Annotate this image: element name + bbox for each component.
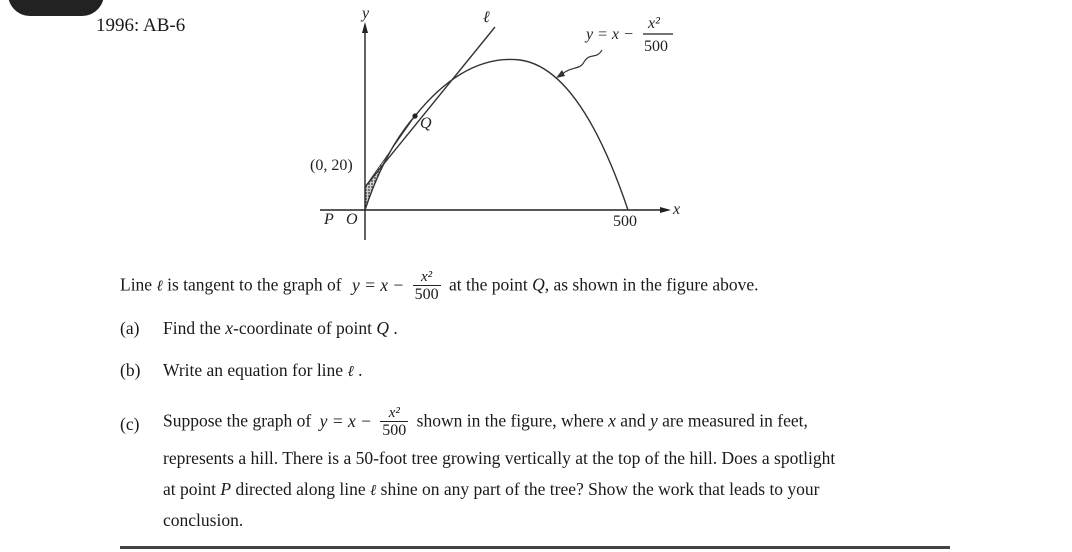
part-a-end: . <box>393 318 398 338</box>
part-c-l3b: directed along line <box>235 479 366 499</box>
intro-line-symbol: ℓ <box>156 276 163 295</box>
intro-part4: , as shown in the figure above. <box>544 274 759 295</box>
bottom-divider <box>120 546 950 549</box>
curve-label-den: 500 <box>644 38 668 55</box>
part-c-t1: Suppose the graph of <box>163 410 312 431</box>
p-label: P <box>324 211 334 228</box>
part-c-point-p: P <box>220 479 232 499</box>
part-c-line3 <box>163 479 820 500</box>
x-axis-arrow <box>660 207 671 213</box>
part-c-frac-den: 500 <box>382 422 407 439</box>
part-c-label: (c) <box>120 414 140 434</box>
part-c-l3c: shine on any part of the tree? Show the work that leads to your <box>380 479 820 499</box>
part-c-line4: conclusion. <box>163 510 244 530</box>
part-c-frac-num: x² <box>388 405 400 421</box>
part-c-l3a: at point <box>163 479 216 499</box>
o-label: O <box>346 211 358 228</box>
intro-equation-lhs: y = x − <box>351 274 405 295</box>
shaded-region <box>365 116 415 210</box>
part-c-t2: shown in the figure, where <box>416 410 604 431</box>
exam-title: 1996: AB-6 <box>96 15 186 36</box>
hill-curve <box>365 59 628 210</box>
part-b-line-symbol: ℓ <box>347 362 354 380</box>
curve-label-lhs: y = x − <box>586 26 634 43</box>
part-a-point-q: Q <box>376 318 390 338</box>
part-c-equation-lhs: y = x − <box>319 410 372 431</box>
part-b-text <box>163 360 362 381</box>
intro-point-q: Q <box>532 274 545 295</box>
y-axis-label: y <box>362 5 370 22</box>
intro-frac-num: x² <box>421 269 433 285</box>
line-label: ℓ <box>483 9 490 26</box>
intro-part1: Line <box>120 274 153 295</box>
intro-sentence <box>120 270 759 303</box>
intro-part2: is tangent to the graph of <box>167 274 342 295</box>
part-b-label: (b) <box>120 360 141 380</box>
part-c-line-symbol: ℓ <box>370 481 377 499</box>
x-axis-label: x <box>673 201 681 218</box>
part-c-t3: and <box>620 410 646 431</box>
part-c-fraction <box>380 406 408 439</box>
part-a-text2: -coordinate of point <box>233 318 372 338</box>
part-a-var-x: x <box>225 318 234 338</box>
part-c-var-y: y <box>649 410 658 431</box>
part-a-text <box>163 318 398 339</box>
screen-notch <box>8 0 104 16</box>
squiggle-arrowhead <box>556 70 565 78</box>
part-b-text1: Write an equation for line <box>163 360 344 380</box>
intro-fraction <box>413 270 441 303</box>
part-c-line1 <box>163 406 808 439</box>
part-a-text1: Find the <box>163 318 221 338</box>
tangent-line <box>365 27 495 187</box>
y-axis-arrow <box>362 22 368 33</box>
squiggle-pointer <box>562 50 602 74</box>
intro-frac-den: 500 <box>414 286 439 303</box>
part-c-var-x: x <box>608 410 616 431</box>
point-020-label: (0, 20) <box>310 157 353 174</box>
hill-tangent-figure <box>290 0 710 250</box>
part-b-end: . <box>358 360 363 380</box>
point-q-label: Q <box>420 115 432 132</box>
intro-part3: at the point <box>448 274 528 295</box>
part-a-label: (a) <box>120 318 140 338</box>
part-c-line2: represents a hill. There is a 50-foot tree growing vertically at the top of the hill. Does a spotlight <box>163 448 836 468</box>
curve-label-num: x² <box>648 15 660 32</box>
point-q <box>412 113 417 118</box>
part-c-t4: are measured in feet, <box>662 410 808 431</box>
x500-label: 500 <box>613 213 637 230</box>
